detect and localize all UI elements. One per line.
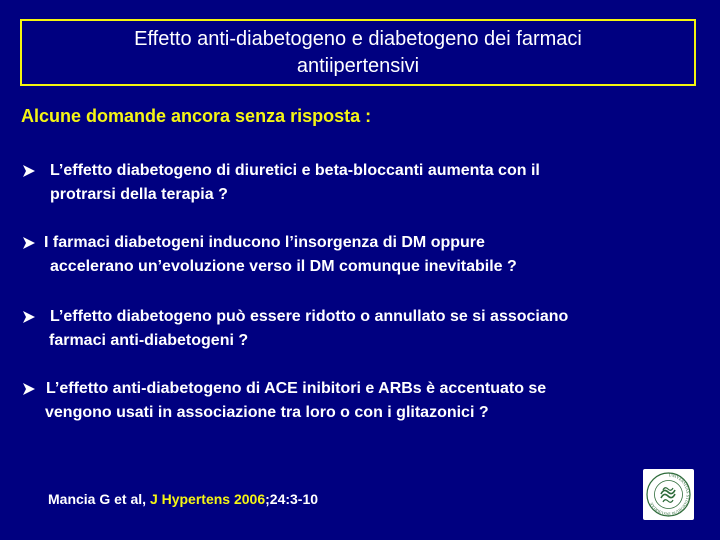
citation-journal: J Hypertens 2006: [149, 491, 266, 507]
arrow-bullet-icon: [22, 310, 36, 324]
university-seal-logo: [643, 469, 694, 520]
slide-title-box: [20, 19, 696, 86]
bullet-1-line-2: protrarsi della terapia ?: [50, 186, 228, 203]
bullet-item-2: [22, 231, 517, 279]
arrow-bullet-icon: [22, 236, 36, 250]
bullet-item-1: [22, 159, 540, 207]
bullet-4-line-1: L’effetto anti-diabetogeno di ACE inibitori e ARBs è accentuato se: [46, 380, 547, 397]
bullet-1-line-1: L’effetto diabetogeno di diuretici e beta-bloccanti aumenta con il: [50, 162, 540, 179]
bullet-3-line-2: farmaci anti-diabetogeni ?: [49, 332, 249, 349]
slide-subheading: Alcune domande ancora senza risposta :: [21, 106, 372, 126]
seal-text: UNIVERSITAS STUDIORUM INSUBRIAE: [648, 472, 691, 517]
slide-title-line-1: Effetto anti-diabetogeno e diabetogeno dei farmaci: [134, 27, 582, 50]
arrow-bullet-icon: [22, 382, 36, 396]
bullet-item-3: [22, 305, 568, 353]
bullet-3-line-1: L’effetto diabetogeno può essere ridotto o annullato se si associano: [50, 308, 569, 325]
slide-title-line-2: antiipertensivi: [296, 54, 420, 77]
bullet-2-line-2: accelerano un’evoluzione verso il DM comunque inevitabile ?: [50, 258, 517, 275]
bullet-4-line-2: vengono usati in associazione tra loro o con i glitazonici ?: [45, 404, 489, 421]
arrow-bullet-icon: [22, 164, 36, 178]
citation-authors: Mancia G et al,: [48, 491, 150, 507]
bullet-item-4: [22, 377, 546, 425]
citation-volume: ;24:3-10: [265, 491, 319, 507]
bullet-2-line-1: I farmaci diabetogeni inducono l’insorgenza di DM oppure: [44, 234, 485, 251]
citation: [48, 491, 318, 507]
seal-emblem-icon: [643, 469, 694, 520]
